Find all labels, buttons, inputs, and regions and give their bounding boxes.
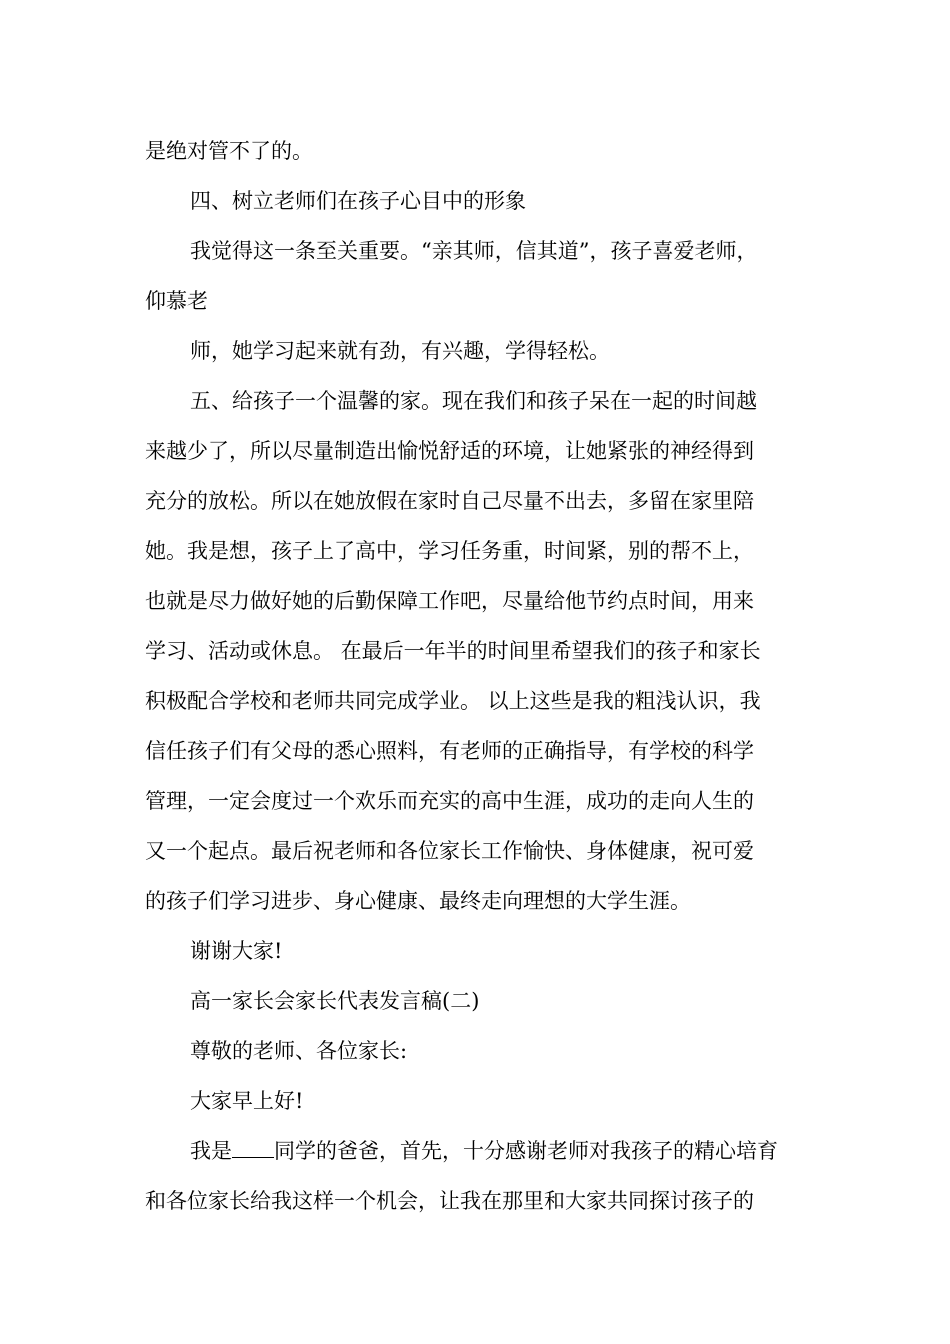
text-line: 和各位家长给我这样一个机会，让我在那里和大家共同探讨孩子的 xyxy=(145,1189,754,1213)
section-heading: 四、树立老师们在孩子心目中的形象 xyxy=(190,189,526,213)
text-line: 充分的放松。所以在她放假在家时自己尽量不出去，多留在家里陪 xyxy=(145,489,754,513)
document-title: 高一家长会家长代表发言稿(二) xyxy=(190,989,480,1013)
text-line: 她。我是想，孩子上了高中，学习任务重，时间紧，别的帮不上， xyxy=(145,539,754,563)
text-line: 也就是尽力做好她的后勤保障工作吧，尽量给他节约点时间，用来 xyxy=(145,589,754,613)
text-line xyxy=(190,1136,815,1166)
text-line: 的孩子们学习进步、身心健康、最终走向理想的大学生涯。 xyxy=(145,889,691,913)
text-line: 仰慕老 xyxy=(145,289,208,313)
text-line: 是绝对管不了的。 xyxy=(145,139,313,163)
salutation: 尊敬的老师、各位家长: xyxy=(190,1039,408,1063)
text-line: 又一个起点。最后祝老师和各位家长工作愉快、身体健康，祝可爱 xyxy=(145,839,754,863)
text-line: 师，她学习起来就有劲，有兴趣，学得轻松。 xyxy=(190,339,610,363)
text-line: 五、给孩子一个温馨的家。现在我们和孩子呆在一起的时间越 xyxy=(190,389,757,413)
text-line: 我觉得这一条至关重要。“亲其师，信其道”，孩子喜爱老师， xyxy=(190,239,758,263)
text-segment: 同学的爸爸，首先，十分感谢老师对我孩子的精心培育 xyxy=(274,1139,778,1163)
text-line: 信任孩子们有父母的悉心照料，有老师的正确指导，有学校的科学 xyxy=(145,739,754,763)
blank-underline xyxy=(232,1139,274,1158)
text-line: 来越少了，所以尽量制造出愉悦舒适的环境，让她紧张的神经得到 xyxy=(145,439,754,463)
greeting: 大家早上好! xyxy=(190,1089,304,1113)
text-line: 谢谢大家! xyxy=(190,939,283,963)
text-line: 学习、活动或休息。 在最后一年半的时间里希望我们的孩子和家长 xyxy=(145,639,761,663)
text-line: 管理，一定会度过一个欢乐而充实的高中生涯，成功的走向人生的 xyxy=(145,789,754,813)
text-line: 积极配合学校和老师共同完成学业。 以上这些是我的粗浅认识，我 xyxy=(145,689,761,713)
text-segment: 我是 xyxy=(190,1139,232,1163)
